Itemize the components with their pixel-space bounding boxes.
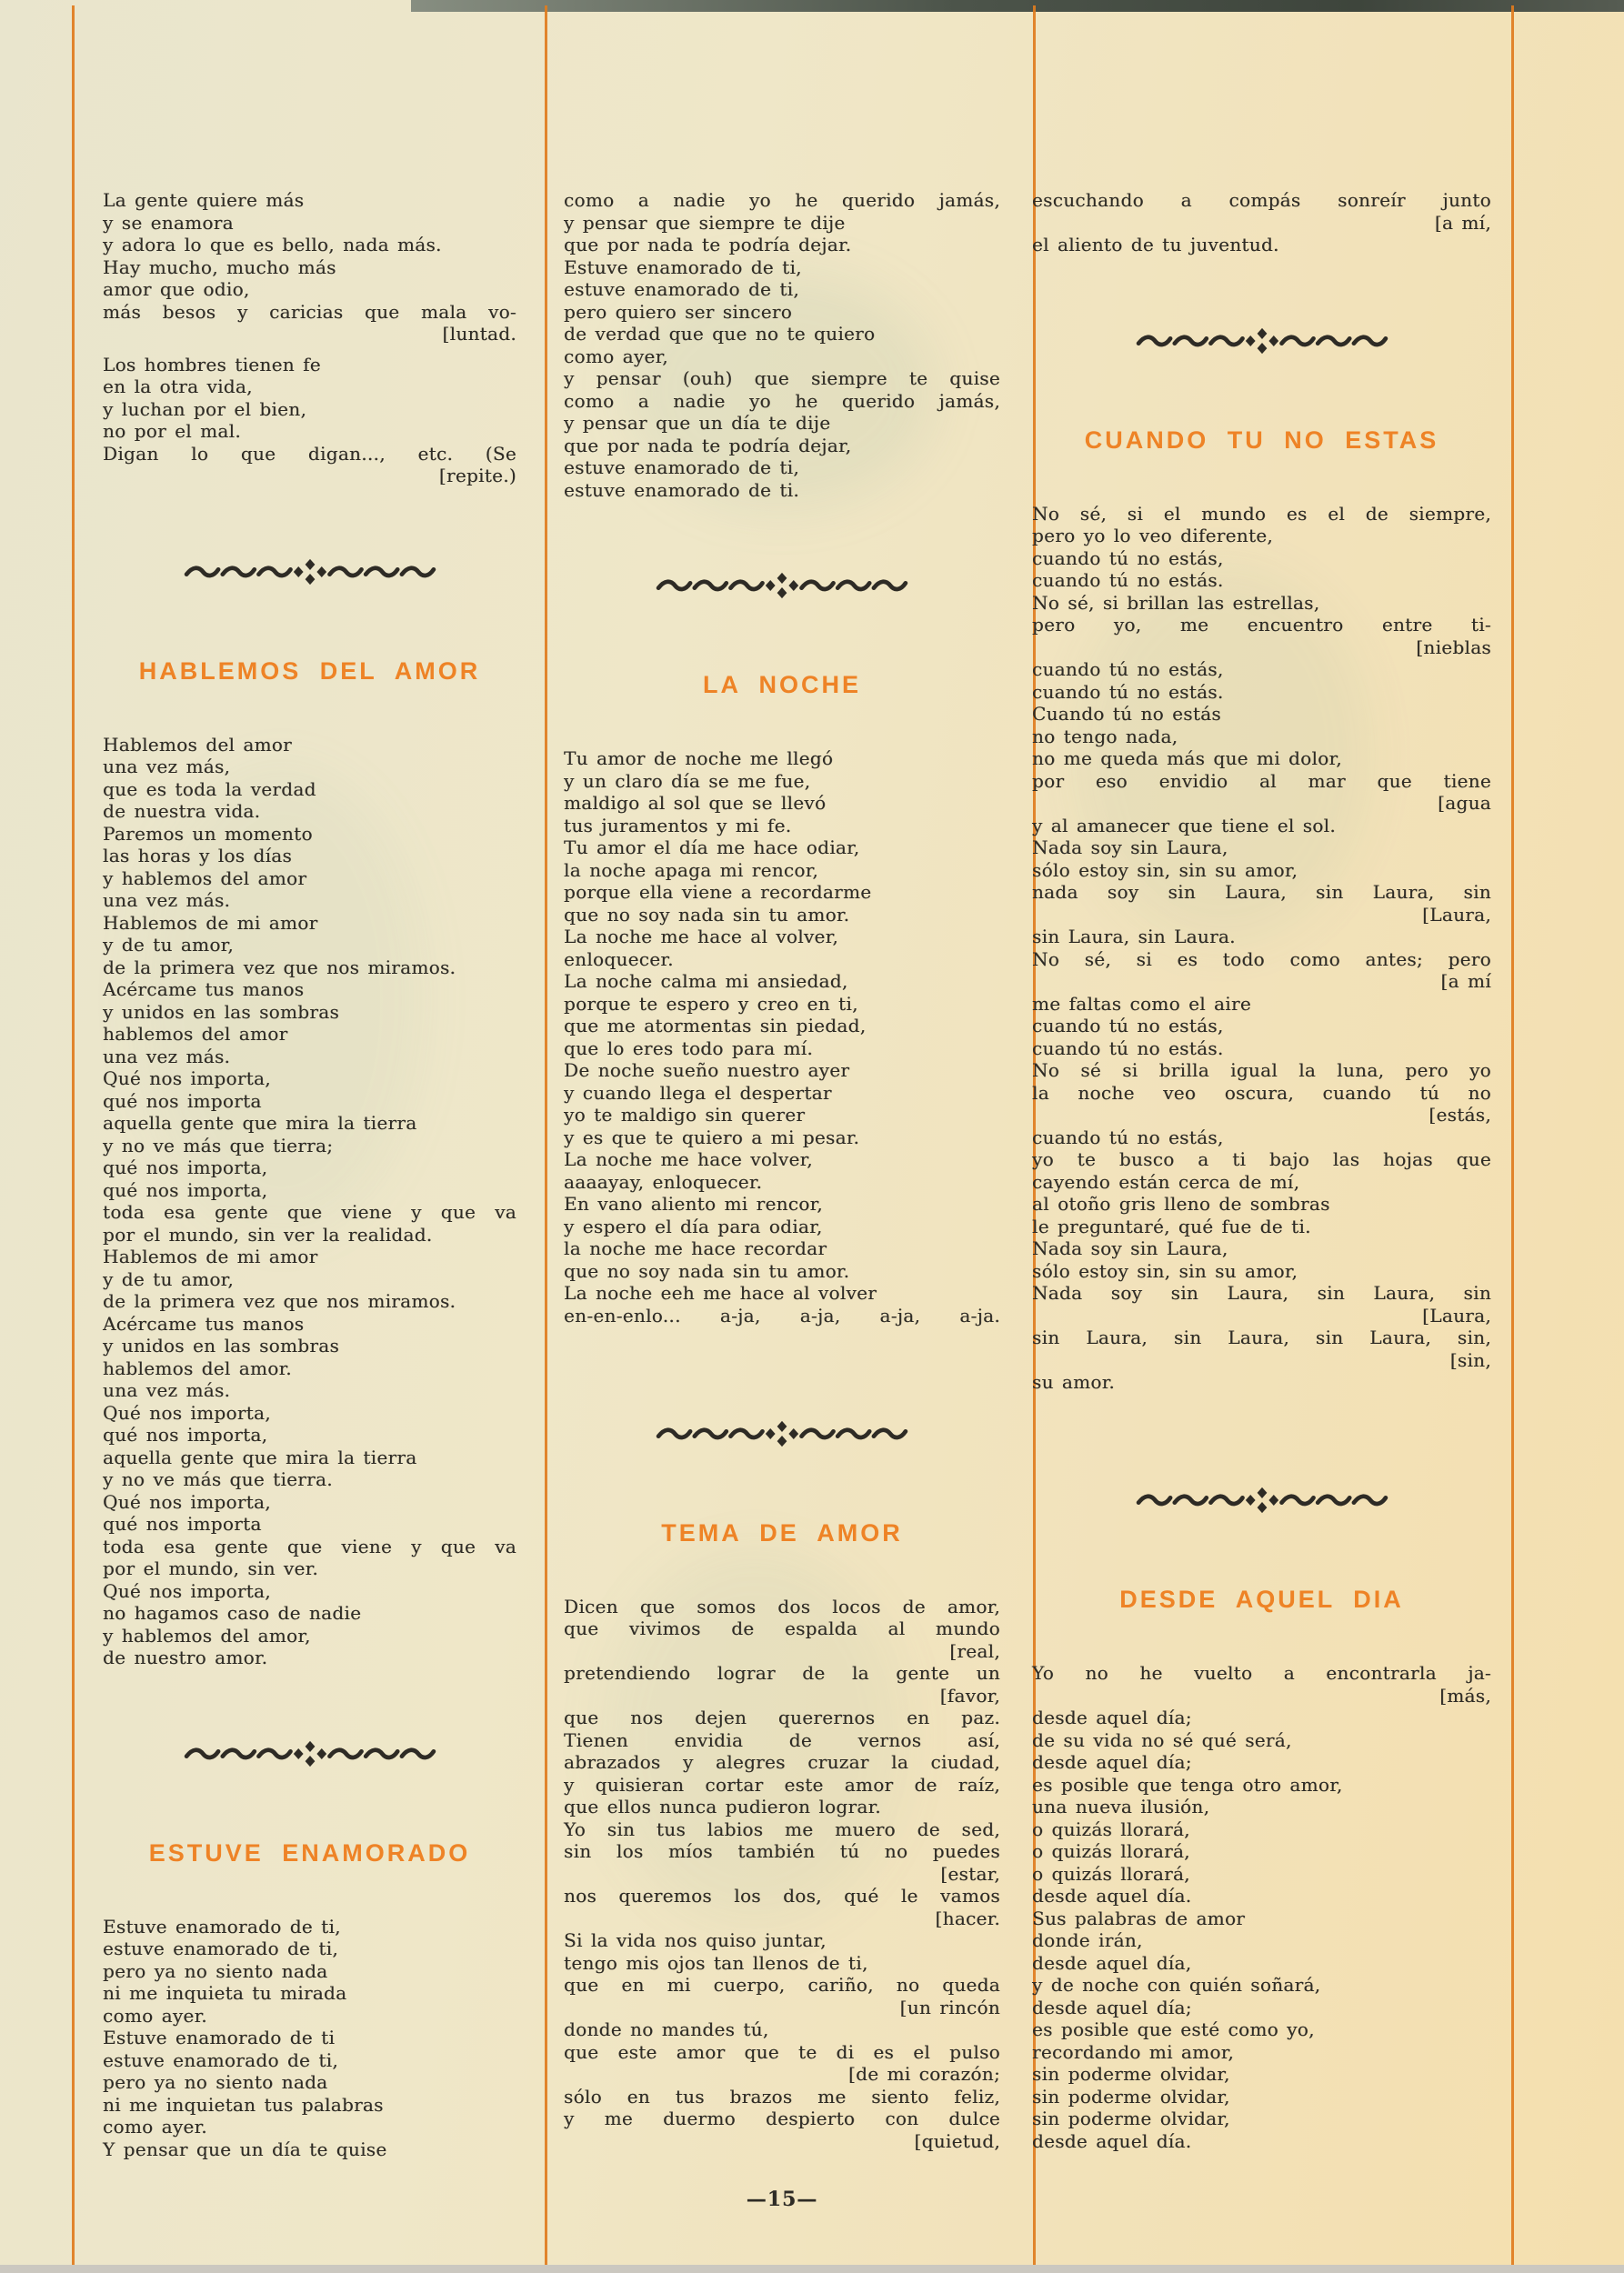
verse-line: sin los míos también tú no puedes bbox=[564, 1840, 1000, 1862]
verse-line: de nuestro amor. bbox=[103, 1647, 268, 1668]
verse-line: o quizás llorará, bbox=[1032, 1817, 1190, 1840]
verse-line: de la primera vez que nos miramos. bbox=[103, 956, 456, 978]
verse-line: Tienen envidia de vernos así, bbox=[564, 1728, 1000, 1751]
verse-line: como ayer. bbox=[103, 2004, 207, 2027]
verse-line: hablemos del amor bbox=[103, 1023, 288, 1045]
verse-line: como a nadie yo he querido jamás, bbox=[564, 189, 1000, 211]
verse-line: en la otra vida, bbox=[103, 375, 253, 397]
ornament-divider bbox=[564, 1413, 1000, 1455]
verse-line: en-en-enlo... a-ja, a-ja, a-ja, a-ja. bbox=[564, 1304, 1000, 1327]
verse-line: cuando tú no estás, bbox=[1032, 546, 1224, 569]
verse-line: qué nos importa, bbox=[103, 1178, 268, 1201]
verse-line: Estuve enamorado de ti, bbox=[564, 255, 802, 278]
verse-line: de su vida no sé qué será, bbox=[1032, 1728, 1292, 1751]
verse-line: y no ve más que tierra. bbox=[103, 1468, 333, 1490]
verse-line: la noche me hace recordar bbox=[564, 1237, 827, 1259]
column-right bbox=[1032, 0, 1491, 2152]
verse-line: aaaayay, enloquecer. bbox=[564, 1170, 763, 1193]
verse-line: Tu amor el día me hace odiar, bbox=[564, 836, 860, 858]
verse-line: y quisieran cortar este amor de raíz, bbox=[564, 1773, 1000, 1796]
verse-line: y de noche con quién soñará, bbox=[1032, 1974, 1321, 1996]
verse-line: estuve enamorado de ti. bbox=[564, 478, 800, 501]
song-title: TEMA DE AMOR bbox=[661, 1518, 903, 1547]
verse-line: la noche veo oscura, cuando tú no bbox=[1032, 1081, 1491, 1104]
verse-line: La noche calma mi ansiedad, bbox=[564, 970, 848, 992]
verse-line: y unidos en las sombras bbox=[103, 1335, 340, 1357]
song-title: ESTUVE ENAMORADO bbox=[148, 1838, 471, 1867]
verse-line: recordando mi amor, bbox=[1032, 2040, 1235, 2063]
verse-line: sin poderme olvidar, bbox=[1032, 2063, 1230, 2085]
song-title: HABLEMOS DEL AMOR bbox=[138, 656, 481, 685]
verse-line: estuve enamorado de ti, bbox=[103, 1938, 339, 1959]
verse-line: o quizás llorará, bbox=[1032, 1862, 1190, 1885]
verse-line: por eso envidio al mar que tiene bbox=[1032, 769, 1491, 792]
verse-line: De noche sueño nuestro ayer bbox=[564, 1059, 850, 1081]
verse-line: Acércame tus manos bbox=[103, 1312, 305, 1335]
verse-line: y es que te quiero a mi pesar. bbox=[564, 1126, 860, 1148]
verse-line: y de tu amor, bbox=[103, 934, 234, 956]
verse-line: cuando tú no estás, bbox=[1032, 1126, 1224, 1148]
verse-line: [un rincón bbox=[899, 1996, 1000, 2018]
verse-line: una vez más. bbox=[103, 1045, 231, 1067]
verse-line: sin Laura, sin Laura. bbox=[1032, 926, 1236, 947]
verse-line: qué nos importa, bbox=[103, 1157, 268, 1178]
verse-line: que nos dejen querernos en paz. bbox=[564, 1707, 1000, 1728]
verse-line: sólo estoy sin, sin su amor, bbox=[1032, 858, 1298, 881]
verse-line: estuve enamorado de ti, bbox=[564, 278, 800, 300]
song-title: LA NOCHE bbox=[703, 671, 861, 698]
verse-line: ni me inquietan tus palabras bbox=[103, 2093, 384, 2116]
verse-line: estuve enamorado de ti, bbox=[103, 2048, 339, 2071]
verse bbox=[1032, 503, 1491, 1417]
verse-line: y pensar que un día te dije bbox=[564, 412, 831, 434]
verse bbox=[564, 189, 1000, 501]
verse-line: Hay mucho, mucho más bbox=[103, 255, 336, 278]
verse-line: Paremos un momento bbox=[103, 822, 313, 845]
verse-line: no por el mal. bbox=[103, 420, 241, 442]
verse-line: sin poderme olvidar, bbox=[1032, 2085, 1230, 2108]
verse-line: Yo sin tus labios me muero de sed, bbox=[564, 1817, 1000, 1840]
verse-line: cuando tú no estás, bbox=[1032, 658, 1224, 680]
verse-line: [quietud, bbox=[914, 2129, 1000, 2152]
verse bbox=[564, 747, 1000, 1349]
verse-line: desde aquel día; bbox=[1032, 1751, 1192, 1773]
verse-line: sólo estoy sin, sin su amor, bbox=[1032, 1259, 1298, 1282]
ornament-divider bbox=[103, 551, 516, 593]
verse-line: una vez más, bbox=[103, 756, 231, 777]
verse-line: Qué nos importa, bbox=[103, 1067, 271, 1089]
column-left bbox=[103, 0, 516, 2160]
verse-line: por el mundo, sin ver la realidad. bbox=[103, 1223, 433, 1246]
verse-line: pero quiero ser sincero bbox=[564, 300, 793, 323]
verse-line: [más, bbox=[1439, 1684, 1491, 1707]
verse-line: donde no mandes tú, bbox=[564, 2018, 769, 2040]
verse-line: No sé, si es todo como antes; pero bbox=[1032, 947, 1491, 970]
verse-line: pretendiendo lograr de la gente un bbox=[564, 1662, 1000, 1684]
verse-line: que no soy nada sin tu amor. bbox=[564, 1259, 850, 1282]
verse-line: que me atormentas sin piedad, bbox=[564, 1015, 867, 1036]
verse-line: Dicen que somos dos locos de amor, bbox=[564, 1595, 1000, 1617]
column-rule-right bbox=[1511, 5, 1514, 2265]
verse-line: No sé, si brillan las estrellas, bbox=[1032, 591, 1320, 614]
verse bbox=[103, 1916, 516, 2161]
verse-line: Estuve enamorado de ti, bbox=[103, 1915, 341, 1938]
verse-line: que por nada te podría dejar. bbox=[564, 234, 852, 255]
verse-line: yo te maldigo sin querer bbox=[564, 1104, 806, 1126]
page-edge-bottom bbox=[0, 2265, 1624, 2273]
verse-line: En vano aliento mi rencor, bbox=[564, 1193, 823, 1215]
verse-line: que este amor que te di es el pulso bbox=[564, 2040, 1000, 2063]
verse bbox=[1032, 189, 1491, 256]
verse-line: que vivimos de espalda al mundo bbox=[564, 1617, 1000, 1639]
verse-line: enloquecer. bbox=[564, 947, 674, 970]
verse-line: [estar, bbox=[940, 1862, 1000, 1885]
verse-line: me faltas como el aire bbox=[1032, 992, 1251, 1015]
verse-line: de nuestra vida. bbox=[103, 800, 261, 822]
verse-line: estuve enamorado de ti, bbox=[564, 456, 800, 478]
verse-line: Acércame tus manos bbox=[103, 978, 305, 1000]
ornament-divider bbox=[103, 1733, 516, 1775]
verse-line: pero yo, me encuentro entre ti- bbox=[1032, 614, 1491, 636]
verse-line: es posible que tenga otro amor, bbox=[1032, 1773, 1343, 1796]
verse-line: de verdad que que no te quiero bbox=[564, 323, 876, 345]
verse-line: abrazados y alegres cruzar la ciudad, bbox=[564, 1751, 1000, 1773]
verse-line: qué nos importa bbox=[103, 1513, 262, 1535]
verse-line: una nueva ilusión, bbox=[1032, 1796, 1210, 1817]
verse-line: desde aquel día. bbox=[1032, 1885, 1192, 1907]
verse-line: no tengo nada, bbox=[1032, 725, 1178, 747]
verse bbox=[1032, 1662, 1491, 2152]
verse-line: y adora lo que es bello, nada más. bbox=[103, 234, 442, 255]
verse-line: [agua bbox=[1438, 792, 1491, 814]
verse-line: una vez más. bbox=[103, 889, 231, 911]
verse-line: las horas y los días bbox=[103, 845, 293, 866]
verse-line: Yo no he vuelto a encontrarla ja- bbox=[1032, 1662, 1491, 1684]
verse-line: [repite.) bbox=[438, 465, 516, 486]
page-number: —15— bbox=[746, 2188, 818, 2211]
verse-line: Qué nos importa, bbox=[103, 1579, 271, 1602]
verse-line: tus juramentos y mi fe. bbox=[564, 814, 792, 836]
verse-line: más besos y caricias que mala vo- bbox=[103, 300, 516, 323]
verse-line: porque te espero y creo en ti, bbox=[564, 992, 858, 1015]
verse-line: Hablemos del amor bbox=[103, 733, 293, 756]
verse-line: y me duermo despierto con dulce bbox=[564, 2108, 1000, 2129]
verse-line: hablemos del amor. bbox=[103, 1357, 292, 1379]
verse-line: y hablemos del amor bbox=[103, 866, 307, 889]
verse-line: Cuando tú no estás bbox=[1032, 703, 1221, 725]
verse-line: [a mí, bbox=[1434, 211, 1491, 234]
verse-line: sólo en tus brazos me siento feliz, bbox=[564, 2085, 1000, 2108]
verse-line: y se enamora bbox=[103, 211, 234, 234]
verse bbox=[564, 1596, 1000, 2153]
verse-line bbox=[1032, 1394, 1491, 1417]
verse-line: y cuando llega el despertar bbox=[564, 1081, 832, 1104]
verse-line: porque ella viene a recordarme bbox=[564, 881, 872, 903]
verse-line: Nada soy sin Laura, sin Laura, sin bbox=[1032, 1282, 1491, 1304]
verse-line: que lo eres todo para mí. bbox=[564, 1036, 814, 1059]
verse bbox=[103, 734, 516, 1669]
verse-line: pero ya no siento nada bbox=[103, 2071, 328, 2093]
verse-line: [Laura, bbox=[1422, 903, 1491, 926]
verse-line: [real, bbox=[949, 1639, 1000, 1662]
verse-line: La gente quiere más bbox=[103, 189, 305, 211]
verse-line: no hagamos caso de nadie bbox=[103, 1602, 362, 1624]
verse-line: cuando tú no estás. bbox=[1032, 569, 1224, 591]
ornament-divider bbox=[564, 565, 1000, 606]
verse-line: nada soy sin Laura, sin Laura, sin bbox=[1032, 881, 1491, 903]
verse-line: pero ya no siento nada bbox=[103, 1959, 328, 1982]
verse-line: maldigo al sol que se llevó bbox=[564, 792, 827, 814]
verse-line: desde aquel día; bbox=[1032, 1707, 1192, 1728]
verse-line: No sé, si el mundo es el de siempre, bbox=[1032, 502, 1491, 525]
verse-line: cuando tú no estás. bbox=[1032, 1036, 1224, 1059]
verse-line: Si la vida nos quiso juntar, bbox=[564, 1929, 827, 1951]
verse-line: por el mundo, sin ver. bbox=[103, 1557, 318, 1579]
verse-line: toda esa gente que viene y que va bbox=[103, 1535, 516, 1557]
verse-line: [favor, bbox=[939, 1684, 1000, 1707]
verse-line: le preguntaré, qué fue de ti. bbox=[1032, 1215, 1311, 1237]
verse-line: [luntad. bbox=[442, 323, 516, 345]
verse-line: desde aquel día, bbox=[1032, 1951, 1192, 1974]
verse-line: la noche apaga mi rencor, bbox=[564, 858, 819, 881]
verse-line: [nieblas bbox=[1416, 636, 1491, 658]
verse-line: es posible que esté como yo, bbox=[1032, 2018, 1315, 2040]
verse-line: el aliento de tu juventud. bbox=[1032, 234, 1279, 255]
verse-line: La noche me hace volver, bbox=[564, 1148, 813, 1170]
verse-line: Qué nos importa, bbox=[103, 1490, 271, 1513]
verse-line: al otoño gris lleno de sombras bbox=[1032, 1193, 1330, 1215]
verse-line: una vez más. bbox=[103, 1379, 231, 1401]
verse-line: y de tu amor, bbox=[103, 1267, 234, 1290]
verse-line: [hacer. bbox=[935, 1907, 1000, 1929]
verse-line: qué nos importa bbox=[103, 1089, 262, 1112]
verse-line: [estás, bbox=[1429, 1104, 1491, 1126]
verse-line: su amor. bbox=[1032, 1371, 1116, 1393]
verse-line: nos queremos los dos, qué le vamos bbox=[564, 1885, 1000, 1907]
verse-line: como ayer, bbox=[564, 345, 668, 367]
verse-line: y al amanecer que tiene el sol. bbox=[1032, 814, 1336, 836]
verse-line: amor que odio, bbox=[103, 278, 250, 300]
verse-line: escuchando a compás sonreír junto bbox=[1032, 189, 1491, 211]
verse-line: y no ve más que tierra; bbox=[103, 1134, 334, 1157]
verse-line: cuando tú no estás. bbox=[1032, 680, 1224, 703]
verse-line: no me queda más que mi dolor, bbox=[1032, 747, 1342, 769]
verse-line: y pensar que siempre te dije bbox=[564, 211, 846, 234]
verse-line: Hablemos de mi amor bbox=[103, 1246, 318, 1267]
verse-line: [Laura, bbox=[1422, 1304, 1491, 1327]
verse-line: tengo mis ojos tan llenos de ti, bbox=[564, 1951, 868, 1974]
verse-line: Estuve enamorado de ti bbox=[103, 2027, 336, 2048]
verse-line: [sin, bbox=[1449, 1348, 1491, 1371]
column-rule-mid-left bbox=[545, 5, 547, 2265]
verse-line: Los hombres tienen fe bbox=[103, 353, 321, 375]
verse-line: que ellos nunca pudieron lograr. bbox=[564, 1796, 881, 1817]
verse-line: Nada soy sin Laura, bbox=[1032, 836, 1228, 858]
verse-line: o quizás llorará, bbox=[1032, 1840, 1190, 1862]
verse-line bbox=[564, 1327, 1000, 1349]
verse-line: toda esa gente que viene y que va bbox=[103, 1201, 516, 1223]
verse-line: y unidos en las sombras bbox=[103, 1000, 340, 1023]
verse-line: pero yo lo veo diferente, bbox=[1032, 525, 1274, 546]
verse-line: y luchan por el bien, bbox=[103, 397, 307, 420]
verse-line: desde aquel día. bbox=[1032, 2129, 1192, 2152]
verse-line: yo te busco a ti bajo las hojas que bbox=[1032, 1148, 1491, 1170]
verse-line: aquella gente que mira la tierra bbox=[103, 1446, 417, 1468]
song-title: CUANDO TU NO ESTAS bbox=[1084, 426, 1439, 454]
verse-line: La noche eeh me hace al volver bbox=[564, 1282, 877, 1304]
verse-line: como ayer. bbox=[103, 2116, 207, 2138]
verse-line: y hablemos del amor, bbox=[103, 1624, 311, 1647]
verse-line: cuando tú no estás, bbox=[1032, 1015, 1224, 1036]
verse-line: Sus palabras de amor bbox=[1032, 1907, 1246, 1929]
verse-line: donde irán, bbox=[1032, 1929, 1143, 1951]
verse-line: sin Laura, sin Laura, sin Laura, sin, bbox=[1032, 1327, 1491, 1348]
verse-line: No sé si brilla igual la luna, pero yo bbox=[1032, 1059, 1491, 1081]
verse-line: Qué nos importa, bbox=[103, 1401, 271, 1424]
verse-line: que no soy nada sin tu amor. bbox=[564, 903, 850, 926]
verse-line: [de mi corazón; bbox=[848, 2063, 1000, 2085]
verse-line: Hablemos de mi amor bbox=[103, 911, 318, 934]
verse-line: sin poderme olvidar, bbox=[1032, 2108, 1230, 2129]
column-middle bbox=[564, 0, 1000, 2152]
verse-line: Digan lo que digan..., etc. (Se bbox=[103, 442, 516, 465]
verse-line: como a nadie yo he querido jamás, bbox=[564, 389, 1000, 412]
ornament-divider bbox=[1032, 320, 1491, 362]
verse-line: de la primera vez que nos miramos. bbox=[103, 1290, 456, 1312]
verse-line: aquella gente que mira la tierra bbox=[103, 1112, 417, 1134]
verse-line: ni me inquieta tu mirada bbox=[103, 1982, 347, 2004]
verse-line: La noche me hace al volver, bbox=[564, 926, 838, 947]
column-rule-left bbox=[72, 5, 75, 2265]
verse-line: desde aquel día; bbox=[1032, 1996, 1192, 2018]
verse-line: Nada soy sin Laura, bbox=[1032, 1237, 1228, 1259]
verse-line: cayendo están cerca de mí, bbox=[1032, 1170, 1300, 1193]
ornament-divider bbox=[1032, 1479, 1491, 1521]
verse-line: qué nos importa, bbox=[103, 1424, 268, 1446]
verse-line: y espero el día para odiar, bbox=[564, 1215, 823, 1237]
verse-line: [a mí bbox=[1440, 970, 1491, 992]
verse-line: Tu amor de noche me llegó bbox=[564, 747, 834, 769]
verse-line: Y pensar que un día te quise bbox=[103, 2138, 387, 2160]
verse-line: y un claro día se me fue, bbox=[564, 769, 811, 792]
verse-line: y pensar (ouh) que siempre te quise bbox=[564, 367, 1000, 389]
verse bbox=[103, 189, 516, 487]
verse-line: que es toda la verdad bbox=[103, 777, 316, 800]
verse-line: que por nada te podría dejar, bbox=[564, 434, 852, 456]
verse-line: que en mi cuerpo, cariño, no queda bbox=[564, 1974, 1000, 1996]
song-title: DESDE AQUEL DIA bbox=[1119, 1586, 1404, 1613]
